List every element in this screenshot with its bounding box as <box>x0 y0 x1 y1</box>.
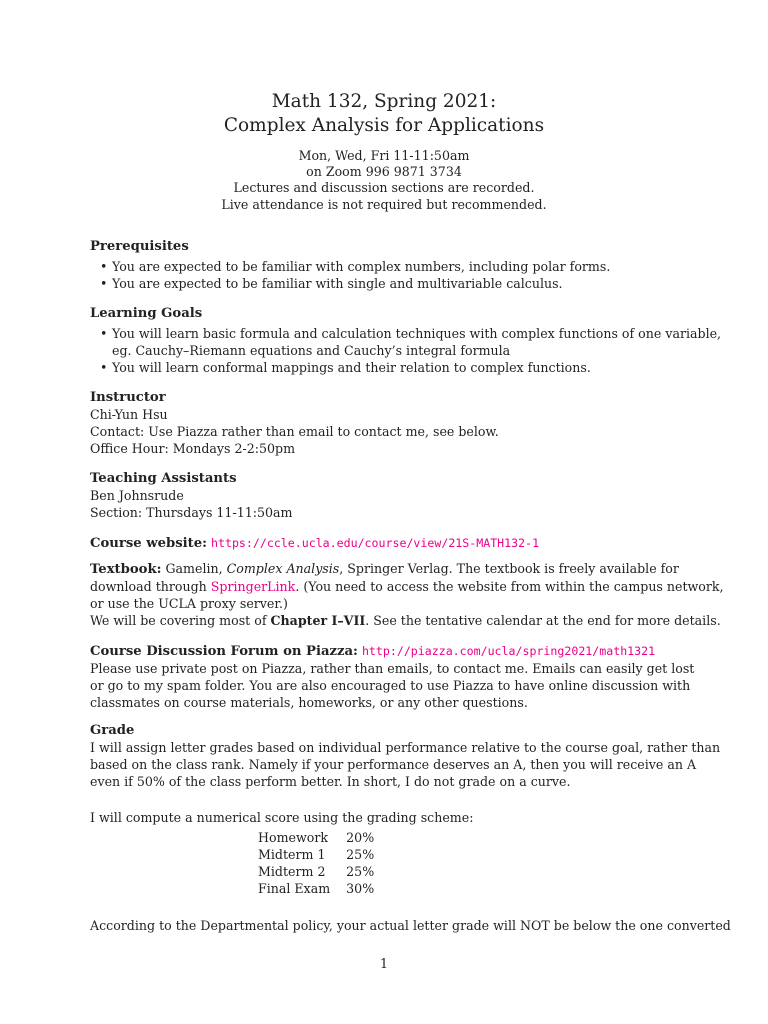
list-item: • You are expected to be familiar with single and multivariable calculus. <box>100 276 563 291</box>
list-item: • You will learn conformal mappings and their relation to complex functions. <box>100 360 591 375</box>
piazza-link[interactable]: http://piazza.com/ucla/spring2021/math1321 <box>361 644 656 658</box>
prerequisites-list <box>90 258 680 292</box>
piazza-label: Course Discussion Forum on Piazza: <box>90 644 358 659</box>
piazza-section: Course Discussion Forum on Piazza: http://piazza.com/ucla/spring2021/math1321 Please use private post on Piazza, rather than emails, to contact me. Emails can easily get lost or go to my spam folder. You are also encouraged to use Piazza to have online discussion with classmates on course materials, homeworks, or any other questions. <box>90 644 695 710</box>
grade-policy-note: According to the Departmental policy, your actual letter grade will NOT be below the one converted <box>90 918 731 933</box>
learning-goals-section <box>90 305 722 376</box>
learning-goals-list <box>90 325 722 376</box>
instructor-section <box>90 389 680 457</box>
meeting-zoom: on Zoom 996 9871 3734 <box>306 164 462 179</box>
recording-note: Lectures and discussion sections are recorded. <box>233 180 535 195</box>
bullet-icon: • <box>100 276 108 291</box>
course-website <box>90 534 680 552</box>
ta-name: Ben Johnsrude <box>90 488 184 503</box>
grading-scheme-table <box>258 829 374 897</box>
textbook-proxy-note: or use the UCLA proxy server.) <box>90 596 288 611</box>
bullet-icon: • <box>100 326 108 341</box>
list-item: • You will learn basic formula and calculation techniques with complex functions of one variable, eg. Cauchy–Riemann equations and Cauchy’s integral formula <box>100 326 722 358</box>
page-number: 1 <box>379 956 388 971</box>
grading-scheme-intro: I will compute a numerical score using the grading scheme: <box>90 810 474 825</box>
textbook-publisher: , Springer Verlag. The textbook is freely available for <box>339 561 679 576</box>
textbook-section: Textbook: Gamelin, Complex Analysis, Springer Verlag. The textbook is freely available for download through SpringerLink. (You need to access the website from within the campus network, or use the UCLA proxy server.) We will be covering most of Chapter I–VII. See the tentative calendar at the end for more details. <box>90 561 724 628</box>
table-row: Homework 20% <box>258 830 375 845</box>
ta-heading: Teaching Assistants <box>90 471 237 486</box>
table-row: Midterm 2 25% <box>258 864 375 879</box>
grade-section: Grade I will assign letter grades based on individual performance relative to the course goal, rather than based on the class rank. Namely if your performance deserves an A, then you will receive an A even if 50% of the class perform better. In short, I do not grade on a curve. <box>90 723 721 789</box>
table-row: Final Exam 30% <box>258 881 375 896</box>
meeting-days: Mon, Wed, Fri 11-11:50am <box>298 148 470 163</box>
instructor-name: Chi-Yun Hsu <box>90 407 168 422</box>
chapters-covered: Chapter I–VII <box>270 613 366 628</box>
springerlink-link[interactable]: SpringerLink <box>210 579 296 594</box>
prerequisites-heading: Prerequisites <box>90 239 189 254</box>
grade-heading: Grade <box>90 723 135 738</box>
learning-goals-heading: Learning Goals <box>90 306 203 321</box>
ta-section-time: Section: Thursdays 11-11:50am <box>90 505 293 520</box>
table-row: Midterm 1 25% <box>258 847 375 862</box>
page-title-line-2: Complex Analysis for Applications <box>223 115 545 136</box>
page-title-line-1: Math 132, Spring 2021: <box>271 91 497 112</box>
instructor-contact: Contact: Use Piazza rather than email to contact me, see below. <box>90 424 499 439</box>
textbook-title: Complex Analysis <box>226 561 340 576</box>
list-item: • You are expected to be familiar with complex numbers, including polar forms. <box>100 259 611 274</box>
prerequisites-section <box>90 238 680 292</box>
textbook-author: Gamelin, <box>165 561 223 576</box>
textbook-label: Textbook: <box>90 562 162 577</box>
course-website-link[interactable]: https://ccle.ucla.edu/course/view/21S-MATH132-1 <box>211 536 540 550</box>
instructor-heading: Instructor <box>90 390 166 405</box>
office-hour: Office Hour: Mondays 2-2:50pm <box>90 441 296 456</box>
bullet-icon: • <box>100 360 108 375</box>
attendance-note: Live attendance is not required but recommended. <box>221 197 547 212</box>
ta-section <box>90 470 680 521</box>
bullet-icon: • <box>100 259 108 274</box>
course-website-label: Course website: <box>90 536 207 551</box>
